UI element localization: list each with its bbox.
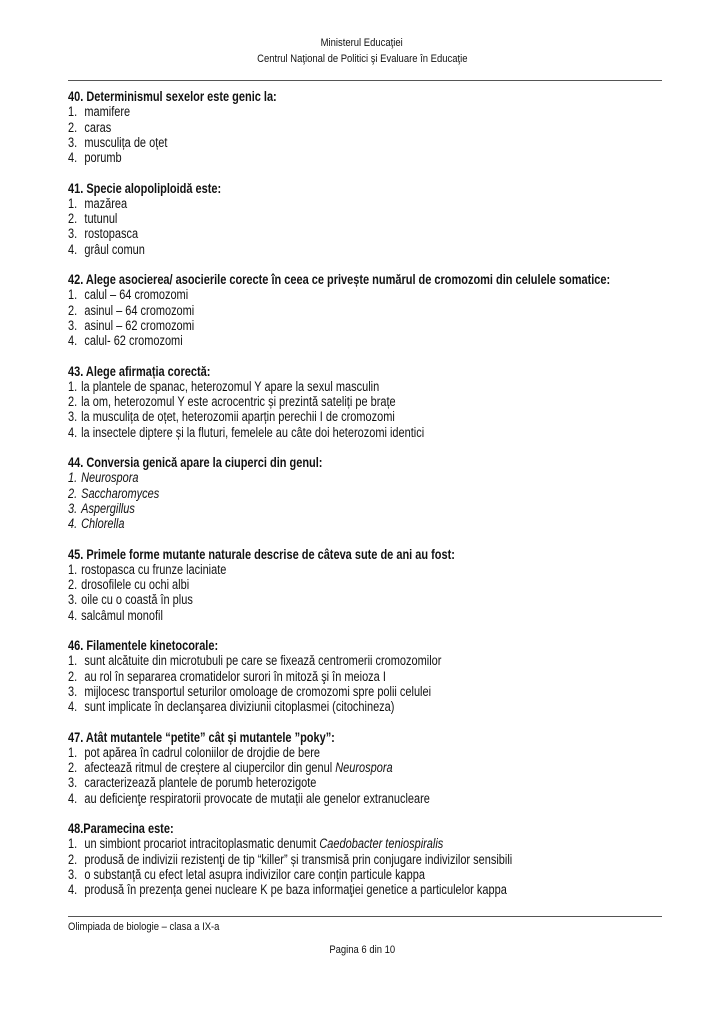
option-number: 1. [68,287,78,303]
answer-option [68,226,662,241]
answer-option [68,577,662,592]
option-number: 2. [68,760,78,775]
answer-option [68,501,662,516]
option-number: 3. [68,775,78,791]
option-text [84,135,167,150]
question-48 [68,821,662,897]
option-text-main: Chlorella [81,516,125,531]
option-text-main: produsă în prezența genei nucleare K pe baza informaţiei genetice a particulelor kappa [84,882,507,897]
answer-option [68,135,662,150]
answer-option [68,379,662,394]
answer-option [68,516,662,531]
answer-option [68,669,662,684]
header-rule [68,80,662,81]
option-text-main: la musculița de oțet, heterozomii aparțin perechii I de cromozomi [81,409,395,425]
option-text-main: mijlocesc transportul seturilor omoloage de cromozomi spre polii celulei [84,683,432,699]
option-text [84,150,121,165]
option-text-main: porumb [84,150,122,165]
question-44 [68,455,662,531]
option-text [84,303,194,318]
option-number: 3. [68,592,78,608]
option-text-main: Saccharomyces [81,485,160,501]
question-title: 41. Specie alopoliploidă este: [68,180,222,196]
header-line-2: Centrul Naţional de Politici şi Evaluare în Educaţie [256,53,468,65]
option-text [84,760,392,775]
option-number: 3. [68,409,78,425]
option-number: 4. [68,699,78,714]
option-text-main: calul – 64 cromozomi [84,287,189,303]
option-text-main: grâul comun [84,241,145,257]
option-text-main: la insectele diptere și la fluturi, femelele au câte doi heterozomi identici [81,424,425,440]
option-text-main: un simbiont procariot intracitoplasmatic denumit [84,836,320,852]
option-number: 1. [68,378,78,394]
option-number: 4. [68,607,78,623]
option-text [81,577,189,592]
option-text-main: o substanță cu efect letal asupra indivizilor care conțin particule kappa [84,866,425,882]
question-40 [68,89,662,165]
question-title: 47. Atât mutantele “petite” cât și mutantele ”poky”: [68,729,335,745]
option-text-main: asinul – 62 cromozomi [84,317,195,333]
option-text [84,318,194,333]
option-text-main: pot apărea în cadrul coloniilor de drojdie de bere [84,744,321,760]
answer-option [68,150,662,165]
option-text-main: asinul – 64 cromozomi [84,302,195,318]
header-ministry [0,36,724,51]
option-number: 1. [68,470,78,486]
question-title: 40. Determinismul sexelor este genic la: [68,89,277,104]
answer-option [68,196,662,211]
option-number: 4. [68,882,78,897]
answer-option [68,318,662,333]
option-number: 2. [68,851,78,867]
answer-option [68,592,662,607]
footer-page [0,944,724,956]
question-45 [68,547,662,623]
option-number: 2. [68,668,78,684]
option-text [84,211,117,226]
option-text-main: caras [84,119,112,135]
option-text [84,852,512,867]
answer-option [68,745,662,760]
option-text [81,516,124,531]
footer-olympiad-label: Olimpiada de biologie – clasa a IX-a [68,921,220,933]
option-text-italic: Caedobacter teniospiralis [319,836,444,852]
option-text [81,409,395,424]
option-number: 4. [68,424,78,440]
option-text-main: musculița de oțet [84,134,168,150]
option-text [84,333,182,348]
option-text-main: au rol în separarea cromatidelor surori în mitoză şi în meioza I [84,668,386,684]
option-text [84,196,127,211]
option-text-main: sunt implicate în declanşarea diviziunii citoplasmei (citochineza) [84,699,395,714]
option-text [84,669,385,684]
option-number: 2. [68,577,78,592]
option-text-main: calul- 62 cromozomi [84,333,183,348]
option-number: 2. [68,211,78,226]
answer-option [68,684,662,699]
option-text [84,867,425,882]
option-text [84,226,138,241]
option-number: 1. [68,561,78,577]
option-number: 1. [68,744,78,760]
option-number: 1. [68,653,78,669]
option-number: 2. [68,394,78,409]
option-text-main: mamifere [84,104,131,120]
option-text-main: la plantele de spanac, heterozomul Y apare la sexul masculin [81,378,380,394]
option-number: 1. [68,195,78,211]
option-text-main: caracterizează plantele de porumb heterozigote [84,775,317,791]
option-text [84,745,320,760]
option-text [81,608,163,623]
footer-left [68,921,244,933]
question-47 [68,730,662,806]
option-number: 3. [68,683,78,699]
option-text-main: rostopasca [84,226,139,242]
option-number: 3. [68,317,78,333]
option-text-main: Neurospora [81,470,139,486]
question-46 [68,638,662,714]
option-text [84,791,429,806]
answer-option [68,791,662,806]
question-title: 46. Filamentele kinetocorale: [68,638,219,653]
option-text [81,425,424,440]
header-center [0,52,724,67]
option-number: 3. [68,500,78,516]
answer-option [68,425,662,440]
option-text-main: sunt alcătuite din microtubuli pe care se fixează centromerii cromozomilor [84,653,442,669]
option-number: 3. [68,226,78,242]
answer-option [68,699,662,714]
answer-option [68,470,662,485]
option-number: 4. [68,790,78,806]
answer-option [68,120,662,135]
option-text [81,592,193,607]
option-number: 2. [68,302,78,318]
question-42 [68,272,662,348]
option-text [81,501,135,516]
option-text-main: la om, heterozomul Y este acrocentric și prezintă sateliți pe brațe [81,394,396,409]
page-number: Pagina 6 din 10 [329,944,395,956]
answer-option [68,394,662,409]
answer-option [68,409,662,424]
option-number: 4. [68,333,78,348]
option-text [84,104,130,119]
question-title: 43. Alege afirmația corectă: [68,363,211,379]
answer-option [68,608,662,623]
answer-option [68,760,662,775]
question-43 [68,364,662,440]
answer-option [68,775,662,790]
option-text [84,684,431,699]
header-line-1: Ministerul Educaţiei [320,37,404,49]
answer-option [68,486,662,501]
footer-rule [68,916,662,917]
option-text-main: au deficienţe respiratorii provocate de mutații ale genelor extranucleare [84,790,430,806]
option-text-main: afectează ritmul de creștere al ciupercilor din genul [84,760,336,775]
answer-option [68,303,662,318]
option-text-main: tutunul [84,211,118,226]
answer-option [68,211,662,226]
answer-option [68,867,662,882]
option-text-main: oile cu o coastă în plus [81,592,193,608]
option-text [81,394,396,409]
answer-option [68,104,662,119]
option-text [84,699,394,714]
option-number: 3. [68,134,78,150]
option-text [84,775,316,790]
answer-option [68,882,662,897]
answer-option [68,242,662,257]
option-text-main: produsă de indivizii rezistenţi de tip “killer” și transmisă prin conjugare indivizilor sensibili [84,851,513,867]
option-text [84,242,144,257]
question-list [68,89,662,913]
option-text-main: mazărea [84,195,128,211]
option-number: 2. [68,485,78,501]
option-text [84,653,441,668]
option-text [84,836,443,851]
option-text [84,882,506,897]
option-number: 4. [68,241,78,257]
option-text-main: rostopasca cu frunze laciniate [81,561,227,577]
option-number: 3. [68,866,78,882]
option-text-main: Aspergillus [81,500,135,516]
option-text [81,379,379,394]
option-number: 2. [68,119,78,135]
option-text [81,486,159,501]
option-text [84,287,188,302]
answer-option [68,562,662,577]
question-title: 44. Conversia genică apare la ciuperci din genul: [68,455,323,470]
question-41 [68,181,662,257]
answer-option [68,287,662,302]
option-text-main: drosofilele cu ochi albi [81,577,190,592]
answer-option [68,852,662,867]
answer-option [68,836,662,851]
option-number: 4. [68,516,78,531]
option-text-italic: Neurospora [335,760,393,775]
question-title: 42. Alege asocierea/ asocierile corecte în ceea ce privește numărul de cromozomi din celulele somatice: [68,272,611,287]
question-title: 48.Paramecina este: [68,821,174,836]
option-number: 1. [68,836,78,852]
option-text-main: salcâmul monofil [81,607,163,623]
answer-option [68,653,662,668]
option-number: 4. [68,150,78,165]
option-number: 1. [68,104,78,120]
option-text [84,120,111,135]
option-text [81,470,138,485]
answer-option [68,333,662,348]
option-text [81,562,226,577]
question-title: 45. Primele forme mutante naturale descrise de câteva sute de ani au fost: [68,546,455,562]
